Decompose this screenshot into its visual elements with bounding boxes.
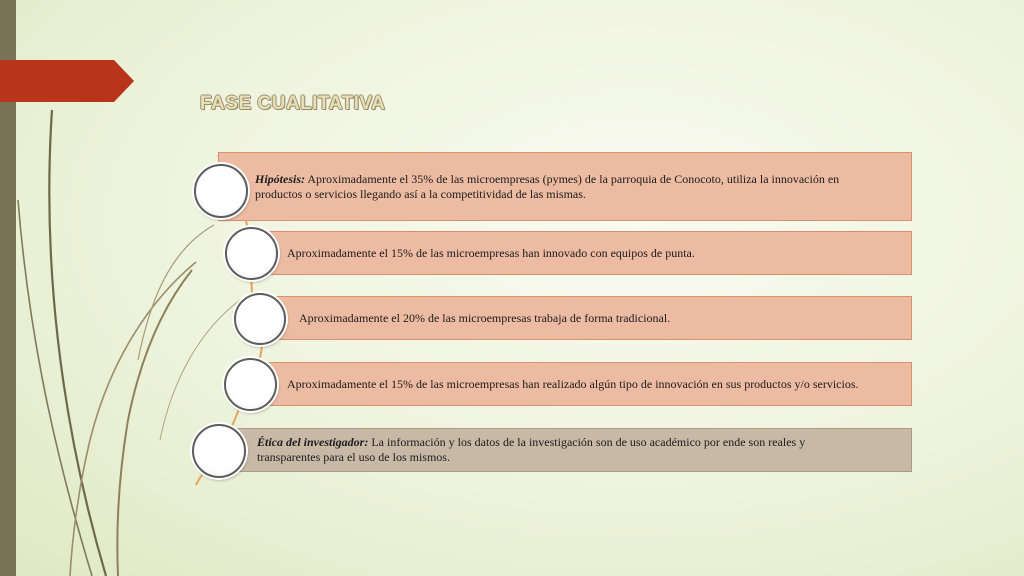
timeline-bullet-2 (225, 227, 278, 280)
page-title: FASE CUALITATIVA (200, 93, 386, 114)
finding-text-2: Aproximadamente el 20% de las microempresas trabaja de forma tradicional. (299, 310, 671, 325)
ethics-box (220, 428, 912, 472)
ethics-label: Ética del investigador: (257, 435, 369, 449)
finding-box-1 (246, 231, 912, 275)
ethics-text: La información y los datos de la investigación son de uso académico por ende son reales y transparentes para el uso de los mismos. (257, 435, 806, 464)
hypothesis-box (218, 152, 912, 221)
timeline-bullet-1 (194, 164, 248, 218)
timeline-bullet-5 (192, 424, 246, 478)
timeline-bullet-3 (234, 293, 286, 345)
hypothesis-text: Aproximadamente el 35% de las microempresas (pymes) de la parroquia de Conocoto, utiliza la innovación en productos o servicios llegando así a la competitividad de las mismas. (255, 171, 840, 201)
finding-box-3 (246, 362, 912, 406)
hypothesis-label: Hipótesis: (255, 171, 305, 186)
finding-box-2 (260, 296, 912, 340)
timeline-bullet-4 (224, 358, 277, 411)
finding-text-1: Aproximadamente el 15% de las microempresas han innovado con equipos de punta. (287, 245, 695, 260)
finding-text-3: Aproximadamente el 15% de las microempresas han realizado algún tipo de innovación en sus productos y/o servicios. (287, 376, 859, 391)
